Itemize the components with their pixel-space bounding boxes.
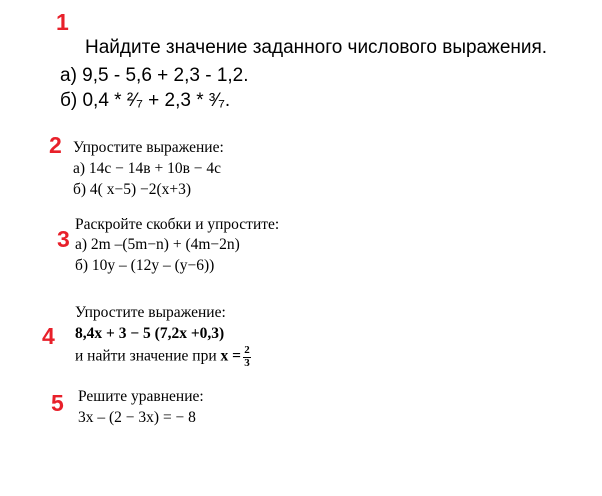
- task-2-number: 2: [49, 132, 62, 158]
- task-4-denominator: 3: [244, 356, 250, 369]
- task-4-variable: x =: [220, 347, 241, 365]
- task-4-expression: 8,4x + 3 − 5 (7,2x +0,3): [75, 325, 225, 342]
- task-3-item-a: а) 2m –(5m−n) + (4m−2n): [75, 236, 240, 253]
- task-2-item-b: б) 4( х−5) −2(х+3): [73, 181, 192, 198]
- task-4-instruction: Упростите выражение:: [75, 304, 226, 321]
- task-1-instruction: Найдите значение заданного числового выражения.: [85, 37, 548, 58]
- task-5-number: 5: [51, 390, 64, 416]
- task-4-number: 4: [42, 323, 55, 349]
- task-2-instruction: Упростите выражение:: [73, 139, 224, 156]
- task-1-number: 1: [56, 9, 69, 35]
- task-4-numerator: 2: [244, 344, 250, 356]
- task-5-instruction: Решите уравнение:: [78, 388, 204, 405]
- task-1-item-b: б) 0,4 * ²⁄₇ + 2,3 * ³⁄₇.: [60, 90, 231, 111]
- task-3-instruction: Раскройте скобки и упростите:: [75, 216, 280, 233]
- task-5-equation: 3x – (2 − 3x) = − 8: [78, 409, 196, 426]
- task-2-item-a: а) 14с − 14в + 10в − 4с: [73, 160, 222, 177]
- task-3-number: 3: [57, 226, 70, 252]
- task-4-condition-line: [75, 345, 251, 369]
- task-3-item-b: б) 10y – (12y – (y−6)): [75, 257, 215, 274]
- task-4-fraction: [243, 345, 251, 369]
- task-1-item-a: а) 9,5 - 5,6 + 2,3 - 1,2.: [60, 65, 249, 86]
- task-4-condition: и найти значение при: [75, 347, 217, 365]
